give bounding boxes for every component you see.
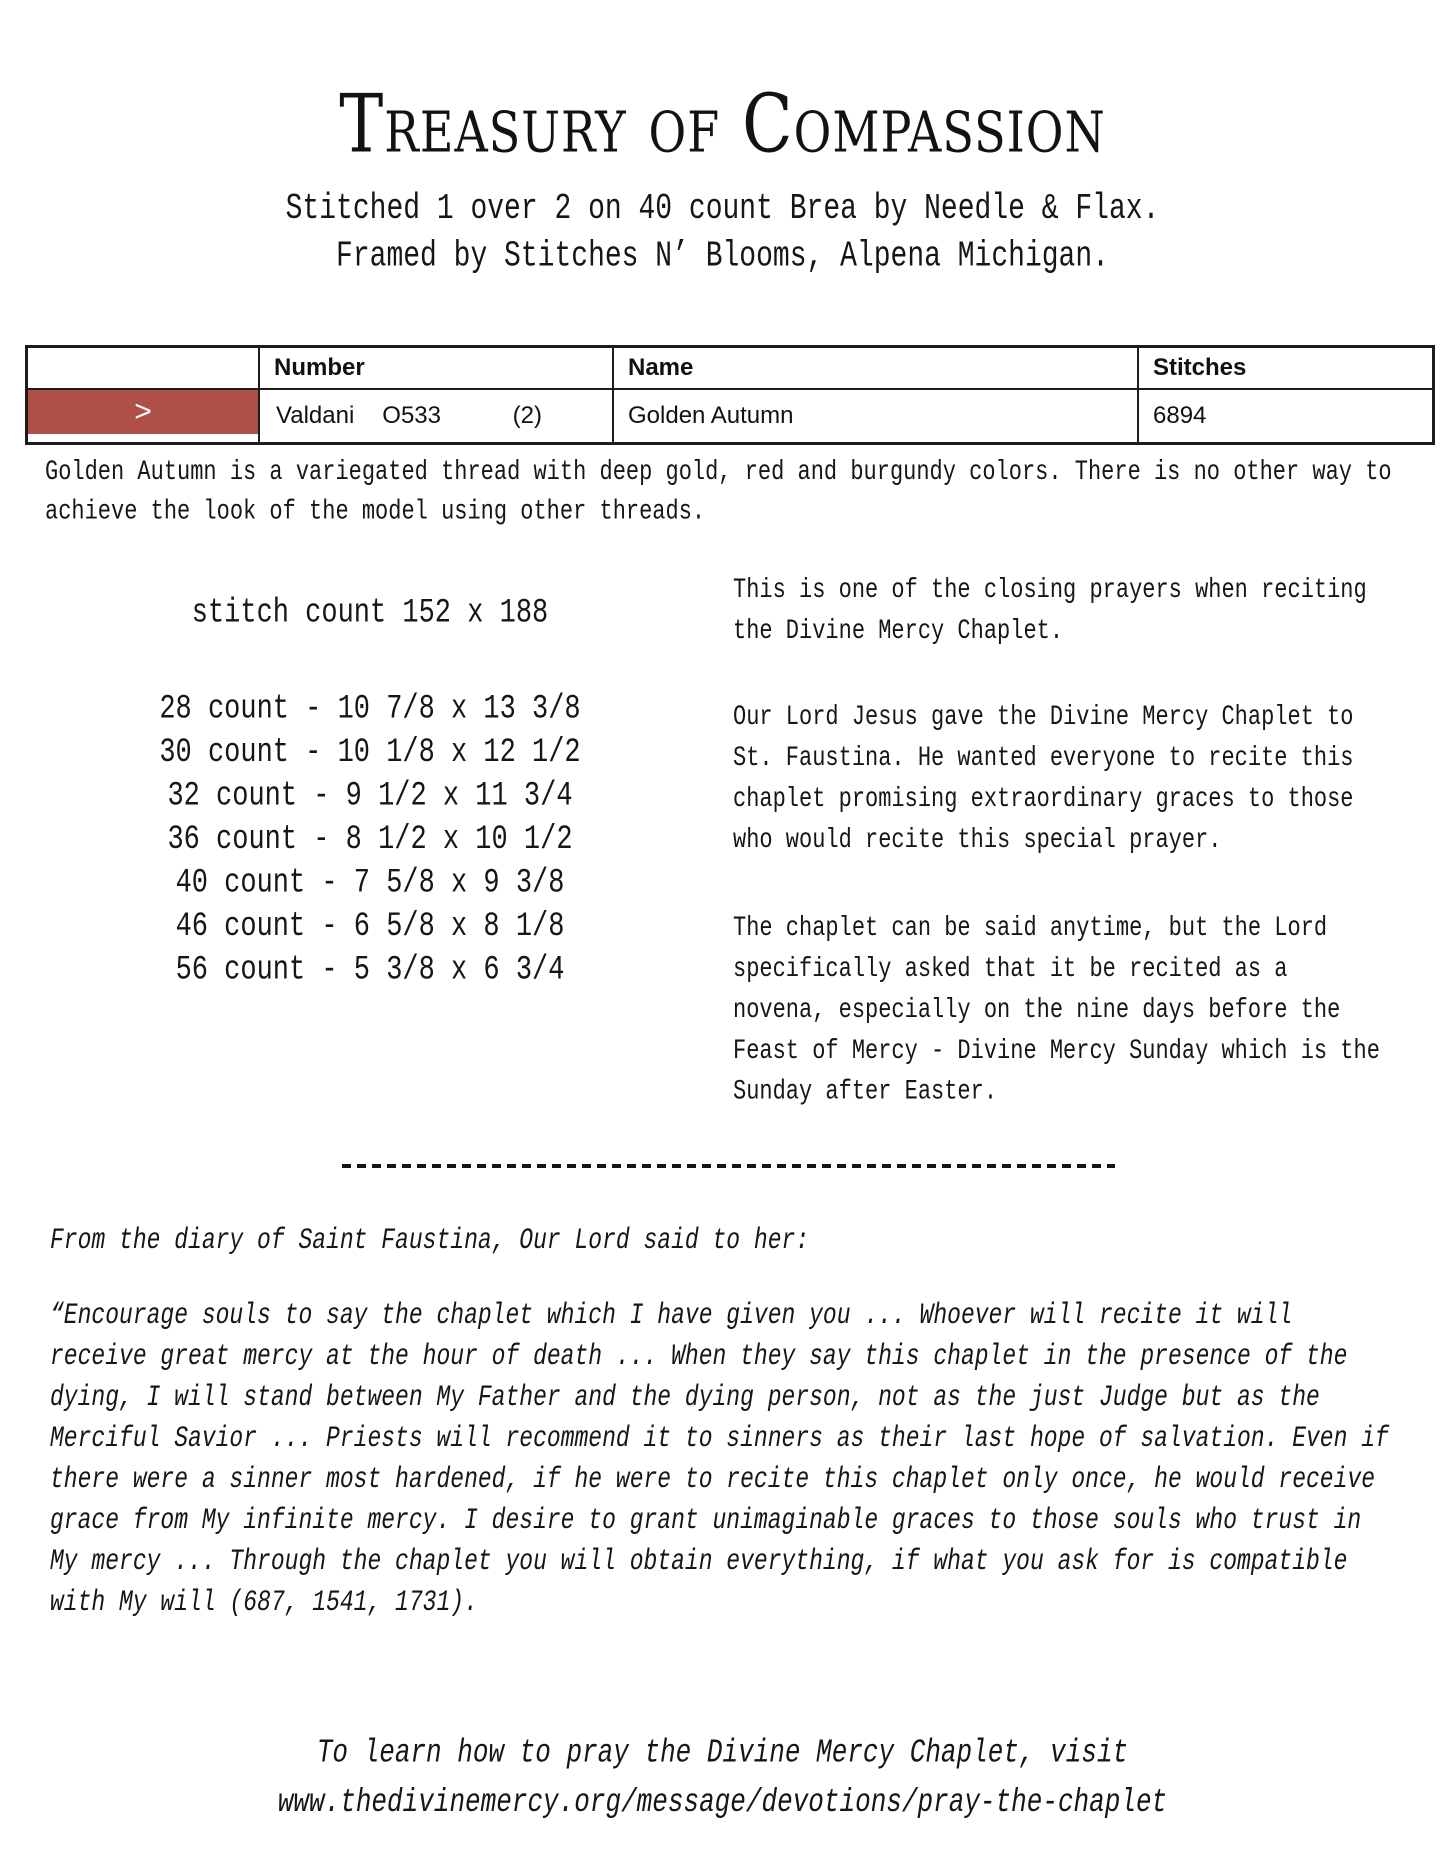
size-item: 46 count - 6 5/8 x 8 1/8 bbox=[175, 908, 565, 947]
subtitle-line-2: Framed by Stitches N’ Blooms, Alpena Michigan. bbox=[336, 237, 1109, 277]
chaplet-paragraph-1: This is one of the closing prayers when reciting the Divine Mercy Chaplet. bbox=[733, 573, 1367, 647]
swatch-arrow-icon: > bbox=[134, 395, 152, 428]
chaplet-paragraph-3: The chaplet can be said anytime, but the Lord specifically asked that it be recited as a novena, especially on the nine days before the Feast of Mercy - Divine Mercy Sunday which is the Sunday after Easter. bbox=[733, 911, 1380, 1108]
header-swatch bbox=[27, 347, 260, 390]
thread-quantity: (2) bbox=[512, 402, 542, 429]
thread-brand: Valdani bbox=[276, 402, 355, 429]
dashed-divider bbox=[342, 1164, 1115, 1168]
size-list bbox=[145, 688, 595, 993]
header-name: Name bbox=[628, 354, 694, 381]
thread-number-cell bbox=[260, 402, 612, 430]
header-stitches: Stitches bbox=[1153, 354, 1247, 381]
thread-swatch bbox=[28, 390, 258, 434]
thread-code: O533 bbox=[382, 402, 441, 429]
size-item: 40 count - 7 5/8 x 9 3/8 bbox=[175, 864, 565, 904]
subtitle-line-1: Stitched 1 over 2 on 40 count Brea by Needle & Flax. bbox=[285, 189, 1160, 230]
footer-line-1: To learn how to pray the Divine Mercy Chaplet, visit bbox=[316, 1733, 1129, 1772]
size-item: 36 count - 8 1/2 x 10 1/2 bbox=[167, 821, 573, 860]
stitch-count-heading: stitch count 152 x 188 bbox=[191, 594, 549, 633]
chaplet-paragraph-2: Our Lord Jesus gave the Divine Mercy Chaplet to St. Faustina. He wanted everyone to recite this chaplet promising extraordinary graces to those who would recite this special prayer. bbox=[733, 700, 1354, 856]
thread-note: Golden Autumn is a variegated thread with deep gold, red and burgundy colors. There is no other way to achieve the look of the model using other threads. bbox=[45, 455, 1392, 528]
size-item: 30 count - 10 1/8 x 12 1/2 bbox=[159, 734, 581, 773]
thread-stitches: 6894 bbox=[1153, 402, 1207, 429]
size-item: 32 count - 9 1/2 x 11 3/4 bbox=[167, 777, 573, 816]
diary-intro: From the diary of Saint Faustina, Our Lord said to her: bbox=[50, 1223, 810, 1258]
thread-table-row bbox=[27, 389, 1434, 444]
thread-table-header-row bbox=[27, 347, 1434, 390]
size-item: 56 count - 5 3/8 x 6 3/4 bbox=[175, 951, 565, 991]
header-number: Number bbox=[274, 354, 365, 381]
footer bbox=[0, 1728, 1445, 1828]
footer-url-text: www.thedivinemercy.org/message/devotions/pray-the-chaplet bbox=[277, 1783, 1168, 1822]
size-item: 28 count - 10 7/8 x 13 3/8 bbox=[159, 690, 581, 729]
page-title: Treasury of Compassion bbox=[339, 77, 1106, 172]
subtitle bbox=[0, 186, 1445, 281]
thread-name: Golden Autumn bbox=[628, 402, 794, 429]
diary-quote: “Encourage souls to say the chaplet which I have given you ... Whoever will recite it will receive great mercy at the hour of death ... When they say this chaplet in the presence of the dying, I will stand between My Father and the dying person, not as the just Judge but as the Merciful Savior ... Priests will recommend it to sinners as their last hope of salvation. Even if there were a sinner most hardened, if he were to recite this chaplet only once, he would receive grace from My infinite mercy. I desire to grant unimaginable graces to those souls who trust in My mercy ... Through the chaplet you will obtain everything, if what you ask for is compatible with My will (687, 1541, 1731). bbox=[50, 1298, 1389, 1619]
thread-table bbox=[25, 345, 1435, 445]
